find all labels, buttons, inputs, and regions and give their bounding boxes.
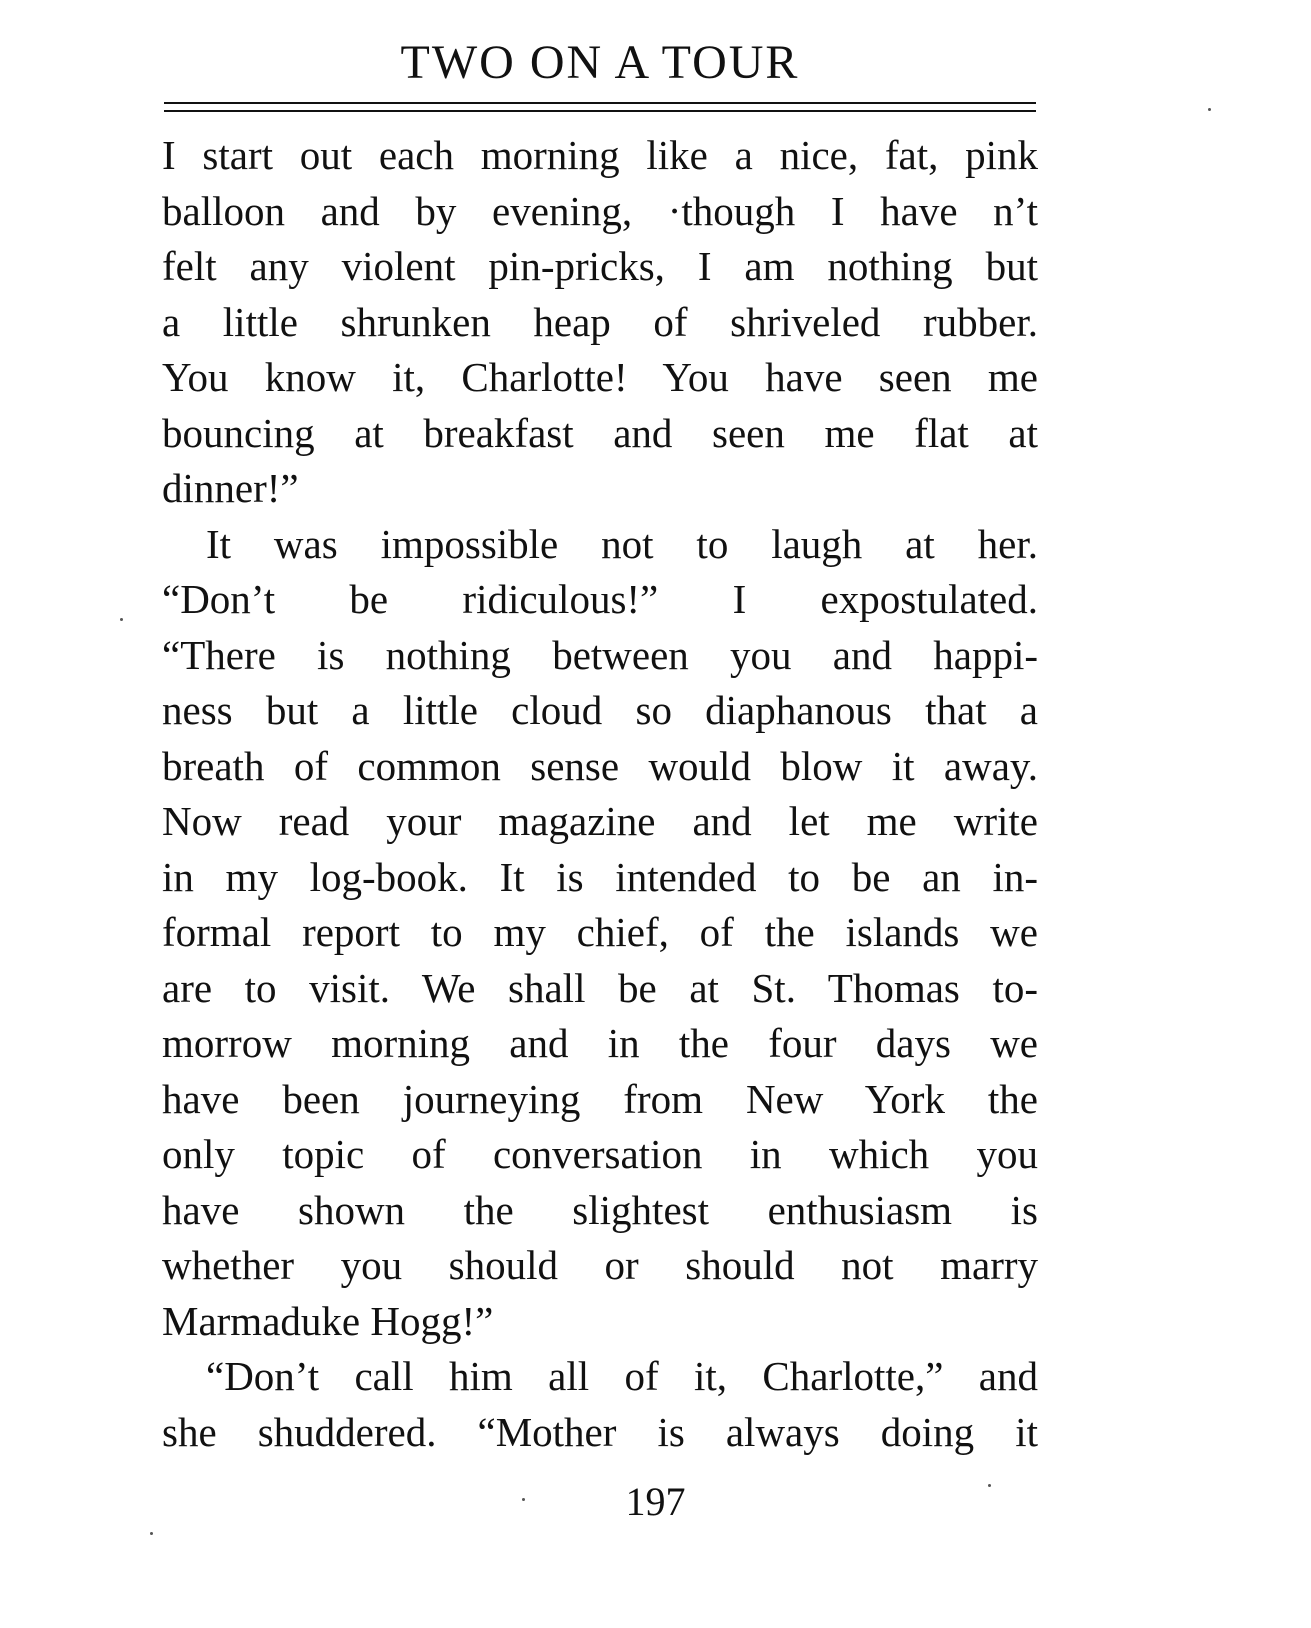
text-line: she shuddered. “Mother is always doing it bbox=[162, 1408, 1038, 1455]
body-text bbox=[162, 128, 1038, 1460]
text-line: in my log-book. It is intended to be an in- bbox=[162, 853, 1038, 900]
paper-speck bbox=[120, 618, 123, 621]
text-line: Now read your magazine and let me write bbox=[162, 798, 1038, 844]
text-line: whether you should or should not marry bbox=[162, 1242, 1038, 1288]
text-line: It was impossible not to laugh at her. bbox=[206, 520, 1038, 567]
text-line: ness but a little cloud so diaphanous that a bbox=[162, 687, 1038, 733]
page-number: 197 bbox=[625, 1479, 686, 1524]
text-line: “Don’t be ridiculous!” I expostulated. bbox=[162, 576, 1038, 622]
text-line: breath of common sense would blow it away. bbox=[162, 742, 1038, 789]
text-line: “There is nothing between you and happi- bbox=[162, 631, 1038, 678]
paper-speck bbox=[988, 1484, 991, 1487]
running-header bbox=[164, 34, 1036, 92]
text-line: bouncing at breakfast and seen me flat at bbox=[162, 409, 1038, 456]
text-line: You know it, Charlotte! You have seen me bbox=[162, 354, 1038, 400]
text-line: balloon and by evening, ·though I have n’t bbox=[162, 187, 1038, 234]
header-rule-top bbox=[164, 102, 1036, 104]
text-line: morrow morning and in the four days we bbox=[162, 1020, 1038, 1066]
text-line: have shown the slightest enthusiasm is bbox=[162, 1186, 1038, 1233]
text-line: a little shrunken heap of shriveled rubber. bbox=[162, 298, 1038, 345]
paper-speck bbox=[1208, 108, 1211, 111]
text-line: Marmaduke Hogg!” bbox=[162, 1297, 494, 1344]
text-line: formal report to my chief, of the islands we bbox=[162, 909, 1038, 955]
text-line: I start out each morning like a nice, fat, pink bbox=[162, 132, 1038, 178]
text-line: felt any violent pin-pricks, I am nothing but bbox=[162, 243, 1038, 289]
paper-speck bbox=[522, 1498, 525, 1501]
text-line: only topic of conversation in which you bbox=[162, 1131, 1038, 1177]
text-line: have been journeying from New York the bbox=[162, 1075, 1038, 1122]
text-line: dinner!” bbox=[162, 465, 299, 511]
text-line: “Don’t call him all of it, Charlotte,” and bbox=[206, 1353, 1038, 1399]
text-line: are to visit. We shall be at St. Thomas to- bbox=[162, 964, 1038, 1011]
paper-speck bbox=[150, 1532, 153, 1535]
running-title: TWO ON A TOUR bbox=[400, 36, 800, 89]
header-rule-bottom bbox=[164, 110, 1036, 112]
